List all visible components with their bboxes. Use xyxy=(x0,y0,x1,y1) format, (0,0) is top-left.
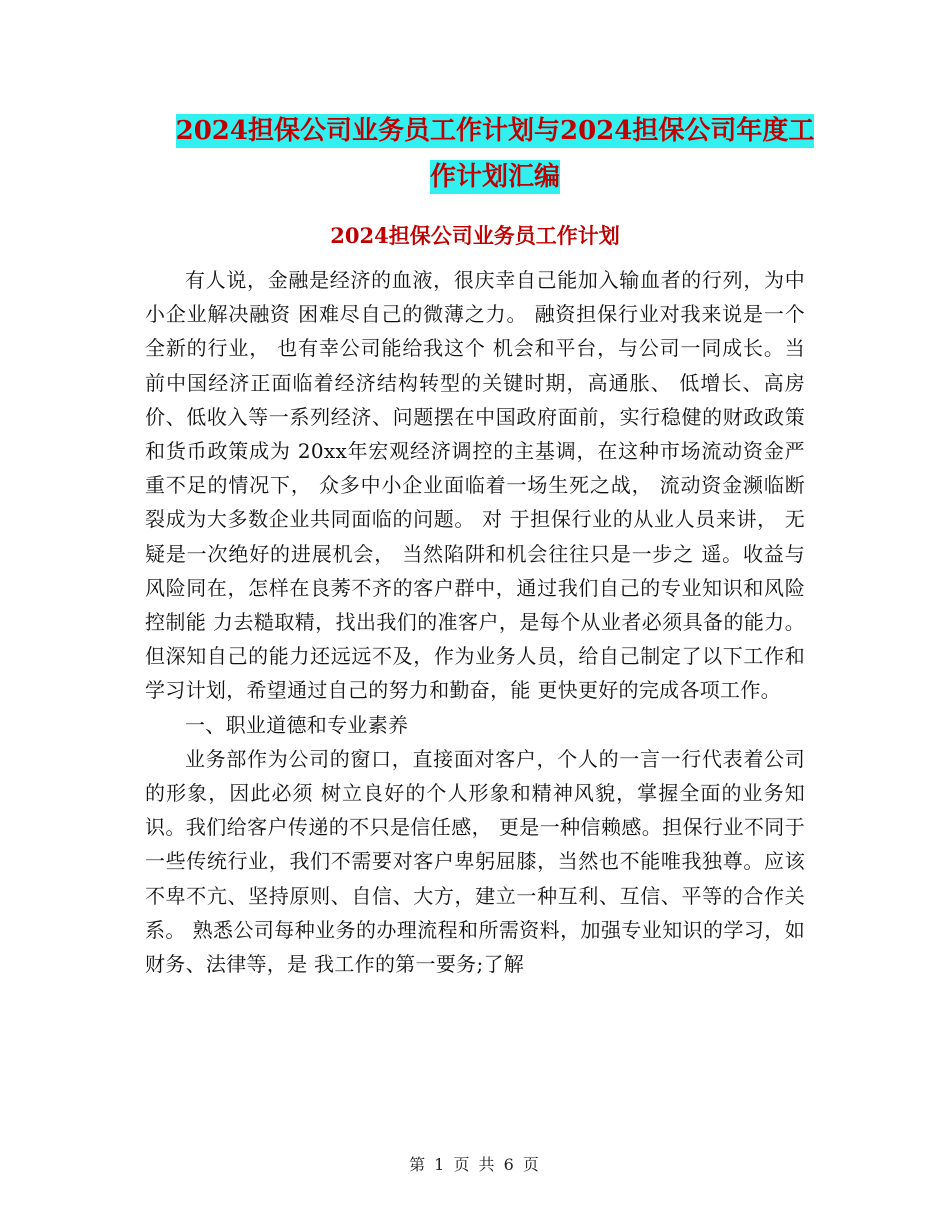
section-title: 2024担保公司业务员工作计划 xyxy=(330,223,620,248)
subheading: 一、职业道德和专业素养 xyxy=(185,712,409,737)
body-text xyxy=(145,263,805,981)
document-title xyxy=(140,108,850,200)
page-footer: 第 1 页 共 6 页 xyxy=(409,1155,541,1174)
title-line-1: 2024担保公司业务员工作计划与2024担保公司年度工 xyxy=(175,116,815,146)
paragraph: 有人说，金融是经济的血液，很庆幸自己能加入输血者的行列，为中小企业解决融资 困难尽自己的微薄之力。 融资担保行业对我来说是一个全新的行业， 也有幸公司能给我这个 机会和平台，与公司一同成长。当前中国经济正面临着经济结构转型的关键时期，高通胀、 低增长、高房价、低收入等一系列经济、问题摆在中国政府面前，实行稳健的财政政策 和货币政策成为 20xx年宏观经济调控的主基调，在这种市场流动资金严重不足的情况下， 众多中小企业面临着一场生死之战， 流动资金濒临断裂成为大多数企业共同面临的问题。 对 于担保行业的从业人员来讲， 无疑是一次绝好的进展机会， 当然陷阱和机会往往只是一步之 遥。收益与风险同在，怎样在良莠不齐的客户群中，通过我们自己的专业知识和风险控制能 力去糙取精，找出我们的准客户，是每个从业者必须具备的能力。但深知自己的能力还远远不及，作为业务人员，给自己制定了以下工作和学习计划，希望通过自己的努力和勤奋，能 更快更好的完成各项工作。 xyxy=(145,268,805,703)
paragraph: 业务部作为公司的窗口，直接面对客户，个人的一言一行代表着公司的形象，因此必须 树立良好的个人形象和精神风貌，掌握全面的业务知识。我们给客户传递的不只是信任感， 更是一种信赖感。担保行业不同于一些传统行业，我们不需要对客户卑躬屈膝，当然也不能唯我独尊。应该不卑不亢、坚持原则、自信、大方，建立一种互利、互信、平等的合作关系。 熟悉公司每种业务的办理流程和所需资料，加强专业知识的学习，如财务、法律等，是 我工作的第一要务;了解 xyxy=(145,746,805,977)
title-line-2: 作计划汇编 xyxy=(429,162,560,192)
